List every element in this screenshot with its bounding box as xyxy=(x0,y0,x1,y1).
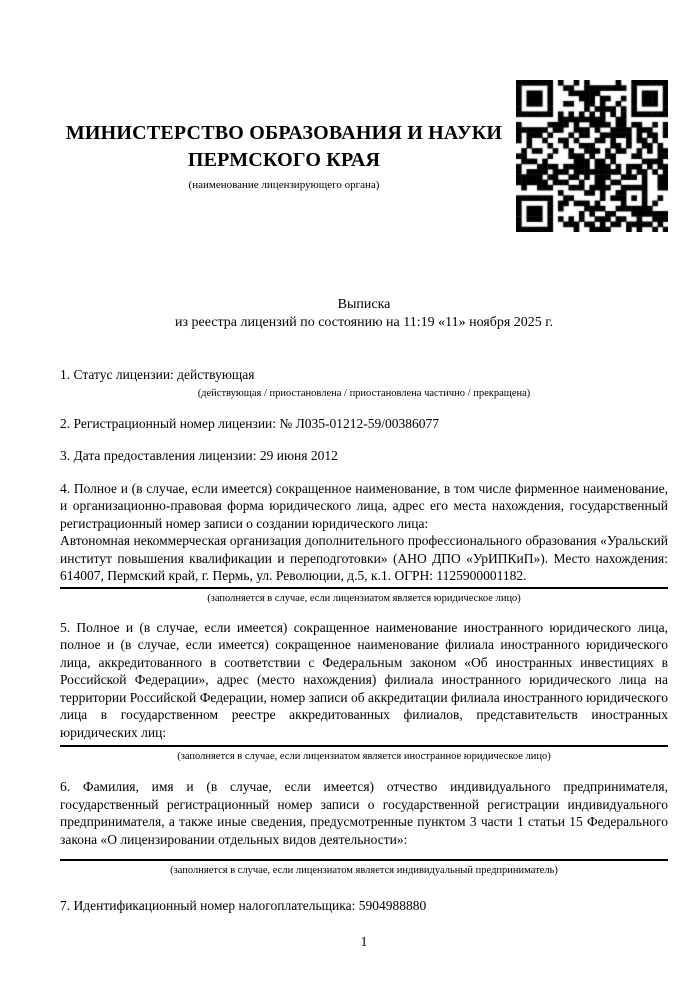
qr-code-canvas xyxy=(516,80,668,232)
item-4-value-area xyxy=(60,532,668,589)
item-1-license-status: 1. Статус лицензии: действующая xyxy=(60,367,255,382)
item-5-caption: (заполняется в случае, если лицензиатом является иностранное юридическое лицо) xyxy=(177,751,551,762)
item-5-fill-line xyxy=(60,741,668,747)
item-4-caption: (заполняется в случае, если лицензиатом является юридическое лицо) xyxy=(207,592,521,604)
page-number: 1 xyxy=(360,933,368,949)
qr-code xyxy=(516,80,668,232)
document-title: Выписка xyxy=(337,297,391,312)
item-4-label: 4. Полное и (в случае, если имеется) сокращенное наименование, в том числе фирменное наименование, и организационно-правовая форма юридического лица, адрес его места нахождения, государственный регистрационный номер записи о создании юридического лица: xyxy=(60,480,668,531)
document-subtitle: из реестра лицензий по состоянию на 11:19 «11» ноября 2025 г. xyxy=(175,315,553,330)
item-6-label: 6. Фамилия, имя и (в случае, если имеется) отчество индивидуального предпринимателя, государственный регистрационный номер записи о государственной регистрации индивидуального предпринимателя, а также иные сведения, предусмотренные пунктом 3 части 1 статьи 15 Федерального закона «О лицензировании отдельных видов деятельности»: xyxy=(60,779,668,847)
authority-caption: (наименование лицензирующего органа) xyxy=(188,179,380,191)
authority-name-line1: МИНИСТЕРСТВО ОБРАЗОВАНИЯ И НАУКИ xyxy=(65,122,503,144)
authority-name-line2: ПЕРМСКОГО КРАЯ xyxy=(187,149,381,171)
item-3-license-grant-date: 3. Дата предоставления лицензии: 29 июня 2012 xyxy=(60,448,338,463)
item-6-entrepreneur xyxy=(60,778,668,877)
document-title-block xyxy=(60,296,668,332)
item-6-fill-line xyxy=(60,848,668,861)
item-5-label: 5. Полное и (в случае, если имеется) сокращенное наименование иностранного юридического лица, полное и (в случае, если имеется) сокращенное наименование филиала иностранного юридического лица, аккредитованного в соответствии с Федеральным законом «Об иностранных инвестициях в Российской Федерации», адрес (место нахождения) филиала иностранного юридического лица на территории Российской Федерации, номер записи об аккредитации филиала иностранного юридического лица в государственном реестре аккредитованных филиалов, представительств иностранных юридических лиц: xyxy=(60,619,668,740)
item-5-foreign-entity xyxy=(60,619,668,764)
licensing-authority xyxy=(60,120,516,192)
item-1-status-caption: (действующая / приостановлена / приостановлена частично / прекращена) xyxy=(197,387,531,399)
item-6-caption: (заполняется в случае, если лицензиатом является индивидуальный предприниматель) xyxy=(170,865,558,876)
item-2-registration-number: 2. Регистрационный номер лицензии: № Л035-01212-59/00386077 xyxy=(60,415,440,431)
document-header xyxy=(60,80,668,232)
item-7-taxpayer-id: 7. Идентификационный номер налогоплательщика: 5904988880 xyxy=(60,898,427,913)
item-4-legal-entity xyxy=(60,480,668,605)
item-4-value: Автономная некоммерческая организация дополнительного профессионального образования «Уральский институт повышения квалификации и переподготовки» (АНО ДПО «УрИПКиП»). Место нахождения: 614007, Пермский край, г. Пермь, ул. Революции, д.5, к.1. ОГРН: 1125900001182. xyxy=(60,533,668,583)
